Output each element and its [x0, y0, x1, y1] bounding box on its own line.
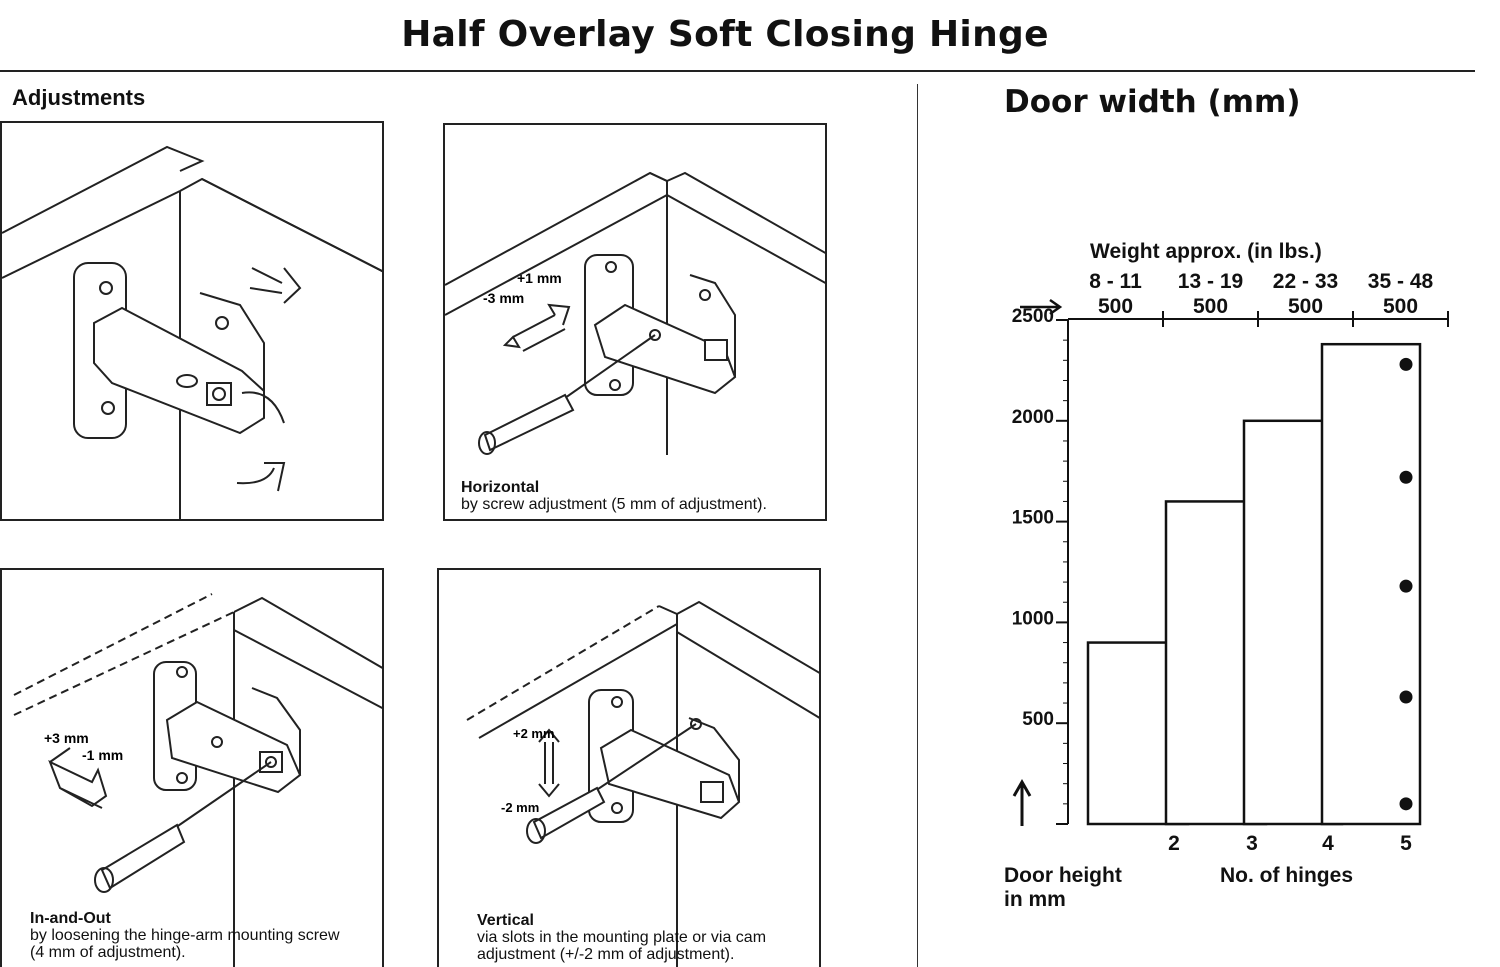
hinge-vertical-illustration [439, 570, 821, 967]
vertical-minus-label: -2 mm [501, 800, 540, 815]
in-and-out-panel [0, 568, 384, 967]
in-and-out-desc-line2: (4 mm of adjustment). [30, 944, 186, 961]
y-tick-label: 1000 [1011, 608, 1054, 630]
hinge-overview-illustration [2, 123, 384, 521]
title-rule [0, 70, 1475, 72]
adjustments-heading: Adjustments [12, 85, 146, 110]
horizontal-plus-label: +1 mm [517, 270, 562, 286]
door-width-value: 500 [1097, 295, 1134, 318]
hinge-dot [1400, 690, 1413, 703]
horizontal-title: Horizontal [461, 479, 540, 496]
weight-range: 22 - 33 [1272, 270, 1339, 293]
weight-label: Weight approx. (in lbs.) [1090, 240, 1322, 263]
y-tick-label: 1500 [1011, 507, 1054, 529]
hinge-count-label: 3 [1246, 832, 1258, 855]
in-out-plus-label: +3 mm [44, 730, 89, 746]
page-title: Half Overlay Soft Closing Hinge [401, 14, 1049, 55]
horizontal-caption [461, 479, 767, 513]
hinge-count-label: 4 [1322, 832, 1334, 855]
hinge-horizontal-illustration [445, 125, 827, 521]
chart-title: Door width (mm) [1004, 84, 1301, 120]
hinge-dot [1400, 797, 1413, 810]
x-axis-label: No. of hinges [1220, 864, 1353, 887]
hinge-count-label: 2 [1168, 832, 1180, 855]
horizontal-desc: by screw adjustment (5 mm of adjustment). [461, 496, 767, 513]
hinge-count-chart [918, 120, 1478, 940]
in-out-minus-label: -1 mm [82, 747, 124, 763]
weight-range: 35 - 48 [1367, 270, 1434, 293]
weight-range: 13 - 19 [1177, 270, 1244, 293]
vertical-plus-label: +2 mm [513, 726, 555, 741]
vertical-desc-line1: via slots in the mounting plate or via cam [477, 929, 767, 946]
y-axis-label-line1: Door height [1004, 864, 1122, 887]
hinge-count-label: 5 [1400, 832, 1412, 855]
vertical-desc-line2: adjustment (+/-2 mm of adjustment). [477, 946, 735, 963]
vertical-title: Vertical [477, 912, 534, 929]
horizontal-panel [443, 123, 827, 521]
vertical-panel [437, 568, 821, 967]
hinge-dot [1400, 358, 1413, 371]
horizontal-minus-label: -3 mm [483, 290, 525, 306]
hinge-in-out-illustration [2, 570, 384, 967]
door-width-value: 500 [1382, 295, 1419, 318]
door-width-value: 500 [1287, 295, 1324, 318]
height-arrow-icon [1014, 782, 1030, 826]
y-axis-label-line2: in mm [1004, 888, 1066, 911]
in-and-out-desc-line1: by loosening the hinge-arm mounting screw [30, 927, 340, 944]
overview-panel [0, 121, 384, 521]
door-width-value: 500 [1192, 295, 1229, 318]
in-and-out-caption [30, 910, 340, 961]
hinge-dot [1400, 471, 1413, 484]
in-and-out-title: In-and-Out [30, 910, 111, 927]
hinge-dot [1400, 580, 1413, 593]
y-tick-label: 500 [1022, 709, 1054, 731]
y-tick-label: 2500 [1011, 306, 1054, 327]
vertical-caption [477, 912, 766, 963]
y-tick-label: 2000 [1011, 406, 1054, 428]
weight-range: 8 - 11 [1089, 270, 1142, 293]
